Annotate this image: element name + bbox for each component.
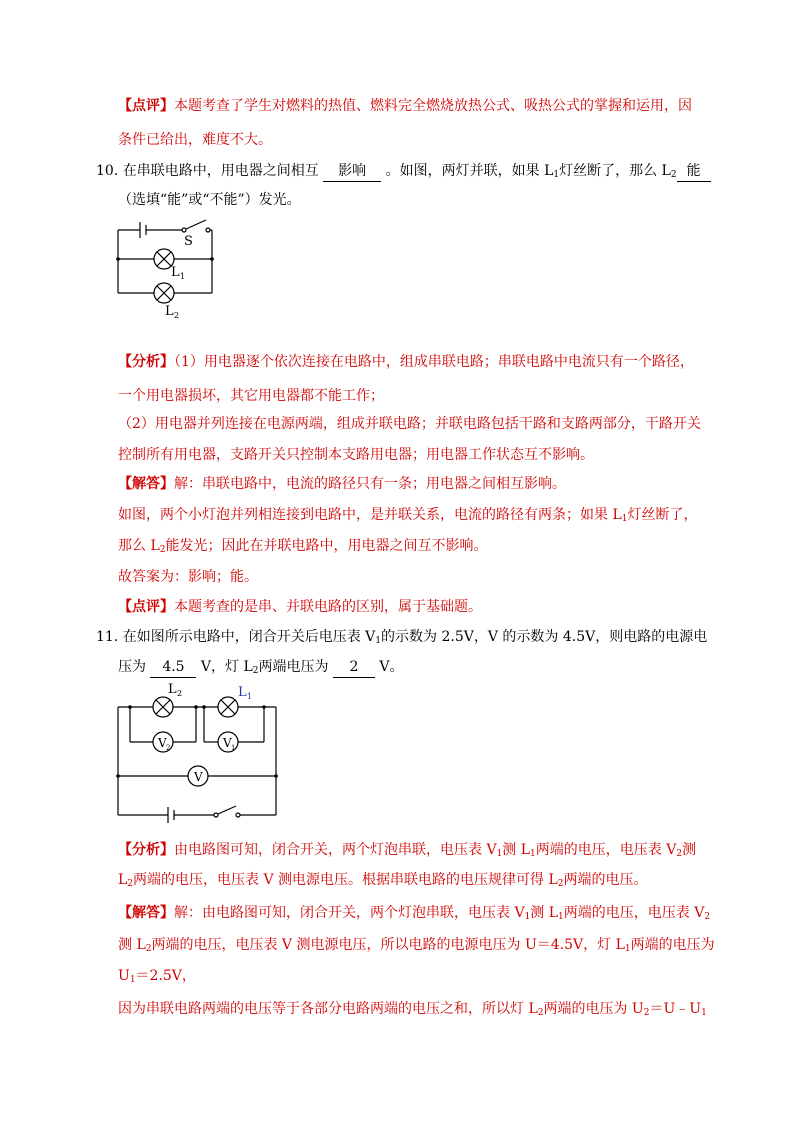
comment-text: 本题考查了学生对燃料的热值、燃料完全燃烧放热公式、吸热公式的掌握和运用，因 [174,98,692,114]
subscript: 1 [701,1008,707,1018]
question-text: 在串联电路中，用电器之间相互 [122,163,319,179]
q10-answer-4 [118,567,258,587]
switch-blade [186,220,206,229]
answer-text: 测 L [118,937,146,953]
subscript: 1 [530,849,536,859]
answer-tag: 【解答】 [118,905,174,921]
q10-comment [118,597,482,617]
comment-tag: 【点评】 [118,98,174,114]
subscript: 2 [159,545,166,555]
q10-analysis-4 [118,445,594,465]
q10-analysis-2 [118,386,384,406]
subscript: 2 [252,666,259,676]
question-text: 两端电压为 [258,659,329,675]
question-text: 压为 [118,659,146,675]
subscript: 2 [643,1008,650,1018]
subscript: 1 [496,849,503,859]
q11-line-1 [96,627,707,647]
q10-line-2 [118,190,301,210]
answer-text: 如图，两个小灯泡并列相连接到电路中，是并联关系，电流的路径有两条；如果 L [118,507,622,523]
answer-text: 故答案为：影响；能。 [118,569,258,585]
analysis-text: 测 [682,842,697,858]
q11-analysis-2 [118,870,648,890]
analysis-text: 测 L [502,842,531,858]
answer-blank-1: 影响 [323,161,381,182]
question-text: 在如图所示电路中，闭合开关后电压表 V [122,629,376,645]
q11-line-2 [118,657,404,678]
subscript: 2 [537,1008,544,1018]
answer-tag: 【解答】 [118,476,174,492]
analysis-tag: 【分析】 [118,842,174,858]
analysis-text: 两端的电压，电压表 V 测电源电压。根据串联电路的电压规律可得 L [133,872,558,888]
answer-blank-2: 能 [677,161,711,182]
q11-answer-1 [118,903,710,923]
q10-answer-3 [118,536,487,556]
answer-text: 两端的电压为 U [543,1001,644,1017]
subscript: 1 [558,912,564,922]
lamp2-sub: 2 [174,311,180,320]
q11-circuit-diagram [108,680,288,820]
subscript: 2 [557,879,564,889]
comment-tag: 【点评】 [118,599,174,615]
subscript: 1 [375,636,382,646]
q11-answer-3 [118,966,196,986]
answer-text: 那么 L [118,538,160,554]
voltmeter-V2-sub: 2 [166,744,171,752]
question-text: V。 [379,659,404,675]
analysis-text: 一个用电器损坏，其它用电器都不能工作； [118,388,384,404]
answer-text: 灯丝断了， [627,507,698,523]
analysis-text: 控制所有用电器，支路开关只控制本支路用电器；用电器工作状态互不影响。 [118,447,594,463]
switch-blade [218,806,236,814]
q10-line-1 [96,161,711,182]
comment-text: 条件已给出，难度不大。 [118,132,272,148]
subscript: 2 [704,912,711,922]
answer-text: U [118,968,130,984]
lamp2-label: L [165,304,174,319]
subscript: 1 [129,975,136,985]
subscript: 2 [670,170,677,180]
answer-text: 两端的电压，电压表 V 测电源电压，所以电路的电源电压为 U＝4.5V，灯 L [151,937,625,953]
lamp1-label: L [238,685,247,700]
q11-analysis-1 [118,840,696,860]
answer-blank-1: 4.5 [150,657,196,678]
answer-text: 解：由电路图可知，闭合开关，两个灯泡串联，电压表 V [174,905,525,921]
voltmeter-V1-sub: 1 [231,744,236,752]
comment-text: 本题考查的是串、并联电路的区别，属于基础题。 [174,599,482,615]
q10-answer-2 [118,505,697,525]
subscript: 2 [127,879,134,889]
analysis-tag: 【分析】 [118,354,174,370]
question-text: 的示数为 2.5V，V 的示数为 4.5V，则电路的电源电 [381,629,708,645]
voltmeter-V-label: V [194,770,203,784]
answer-text: ＝2.5V， [135,968,196,984]
comment-line-2 [118,130,272,150]
question-number: 11. [96,629,119,645]
question-text: V，灯 L [200,659,253,675]
answer-text: 能发光；因此在并联电路中，用电器之间互不影响。 [165,538,488,554]
subscript: 1 [624,944,631,954]
subscript: 1 [553,170,560,180]
answer-text: 因为串联电路两端的电压等于各部分电路两端的电压之和，所以灯 L [118,1001,538,1017]
analysis-text: （2）用电器并列连接在电源两端，组成并联电路；并联电路包括干路和支路两部分，干路开关 [118,416,701,432]
analysis-text: 两端的电压，电压表 V [535,842,677,858]
question-number: 10. [96,163,119,179]
switch-contact [214,813,218,817]
answer-text: 测 L [530,905,559,921]
lamp1-sub: 1 [247,692,253,701]
subscript: 1 [524,912,531,922]
analysis-text: 由电路图可知，闭合开关，两个灯泡串联，电压表 V [174,842,497,858]
answer-text: 两端的电压，电压表 V [563,905,705,921]
switch-contact [182,228,186,232]
analysis-text: （1）用电器逐个依次连接在电路中，组成串联电路；串联电路中电流只有一个路径， [174,354,694,370]
q11-answer-2 [118,935,715,955]
answer-blank-2: 2 [333,657,375,678]
subscript: 1 [621,514,628,524]
q10-analysis-1 [118,352,694,372]
comment-line-1 [118,96,692,116]
voltmeter-V1-label: V [223,736,232,750]
switch-label: S [184,234,193,249]
answer-text: 解：串联电路中，电流的路径只有一条；用电器之间相互影响。 [174,476,566,492]
answer-text: ＝U﹣U [649,1001,702,1017]
question-text: （选填“能”或“不能”）发光。 [118,192,301,208]
analysis-text: L [118,872,128,888]
q11-answer-4 [118,999,707,1019]
answer-text: 两端的电压为 [630,937,715,953]
analysis-text: 两端的电压。 [563,872,648,888]
q10-answer-1 [118,474,566,494]
subscript: 2 [145,944,152,954]
subscript: 2 [676,849,683,859]
voltmeter-V2-label: V [158,736,167,750]
lamp1-sub: 1 [180,272,186,281]
lamp2-label: L [168,682,177,697]
lamp1-label: L [171,265,180,280]
question-text: 。如图，两灯并联，如果 L [385,163,554,179]
question-text: 灯丝断了，那么 L [559,163,671,179]
q10-circuit-diagram [110,212,240,322]
lamp2-sub: 2 [177,689,183,698]
q10-analysis-3 [118,414,701,434]
